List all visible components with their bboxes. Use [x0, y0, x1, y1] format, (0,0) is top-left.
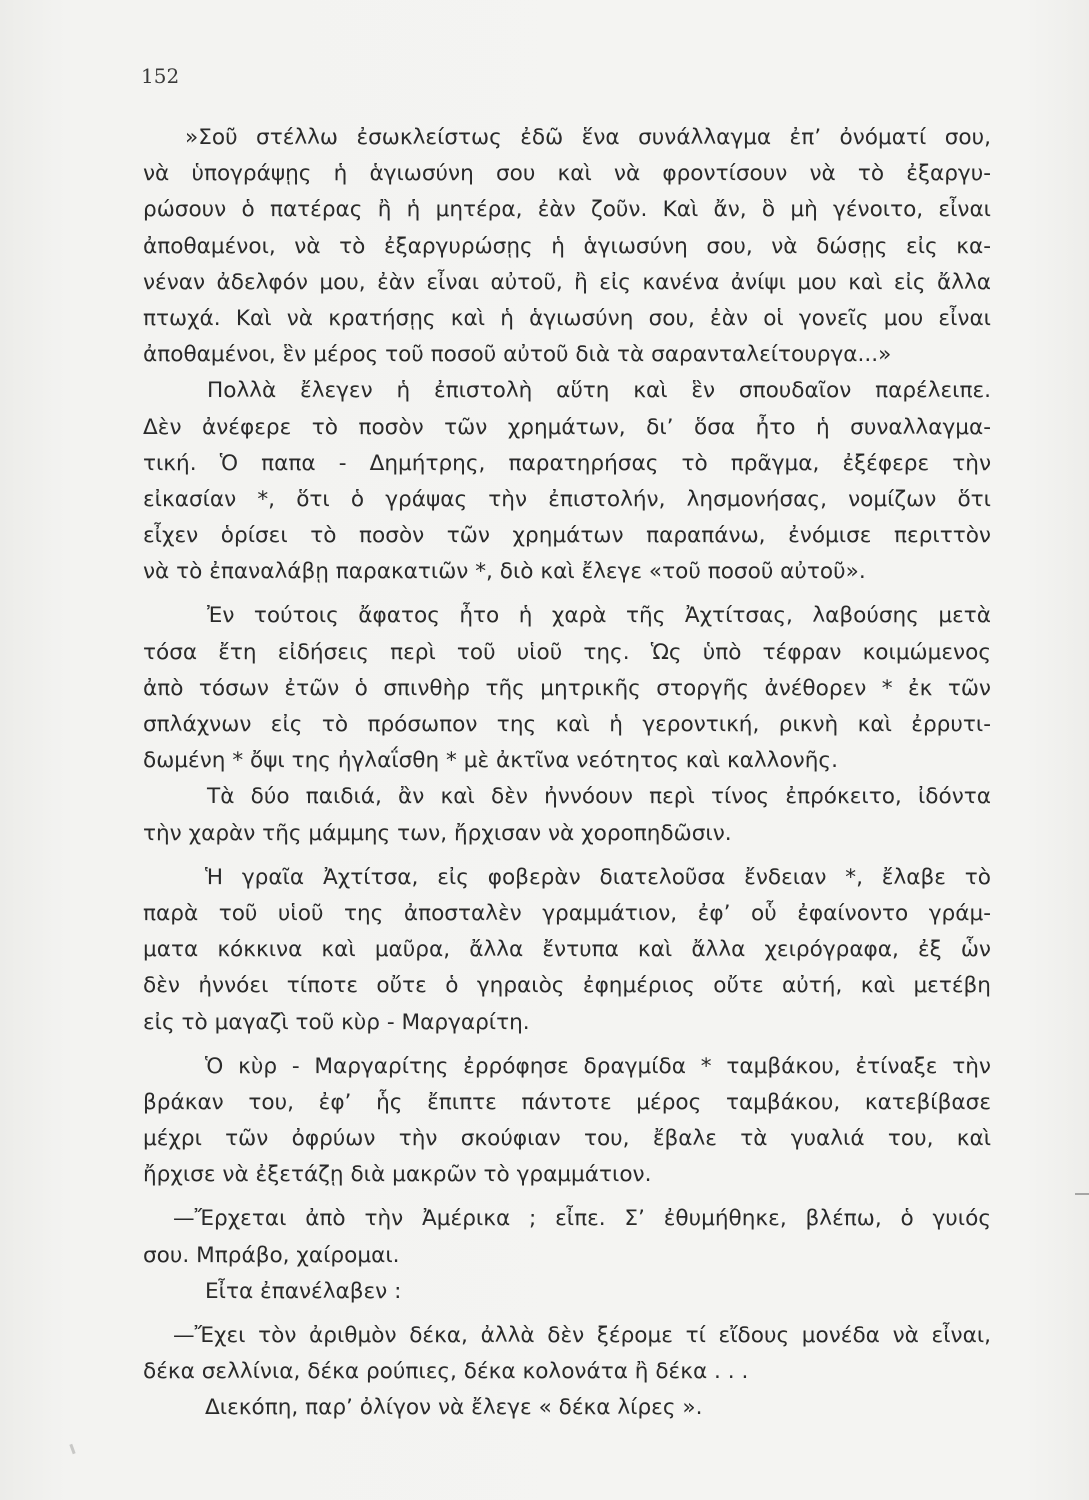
text-line: ἀποθαμένοι, νὰ τὸ ἐξαργυρώσῃς ἡ ἁγιωσύνη σου, νὰ δώσῃς εἰς κα-: [143, 233, 991, 259]
text-line: Δὲν ἀνέφερε τὸ ποσὸν τῶν χρημάτων, δι’ ὅσα ἦτο ἡ συναλλαγμα-: [143, 414, 991, 440]
page-edge-mark: [1075, 1193, 1089, 1195]
text-line: Ἐν τούτοις ἄφατος ἦτο ἡ χαρὰ τῆς Ἀχτίτσας, λαβούσης μετὰ: [207, 603, 991, 629]
paragraph: [143, 1390, 991, 1426]
text-line: Ἡ γραῖα Ἀχτίτσα, εἰς φοβερὰν διατελοῦσα ἔνδειαν *, ἔλαβε τὸ: [205, 864, 991, 890]
text-line: —Ἔρχεται ἀπὸ τὴν Ἀμέρικα ; εἶπε. Σ’ ἐθυμήθηκε, βλέπω, ὁ γυιός: [173, 1206, 991, 1232]
text-line: τική. Ὁ παπα - Δημήτρης, παρατηρήσας τὸ πρᾶγμα, ἐξέφερε τὴν: [143, 450, 991, 476]
text-line: Πολλὰ ἔλεγεν ἡ ἐπιστολὴ αὕτη καὶ ἓν σπουδαῖον παρέλειπε.: [207, 378, 991, 404]
page-number: 152: [141, 64, 180, 88]
text-line: δὲν ἠννόει τίποτε οὔτε ὁ γηραιὸς ἐφημέριος οὔτε αὐτή, καὶ μετέβη: [143, 973, 991, 999]
text-line: εἰκασίαν *, ὅτι ὁ γράψας τὴν ἐπιστολήν, λησμονήσας, νομίζων ὅτι: [143, 486, 991, 512]
text-line: δέκα σελλίνια, δέκα ρούπιες, δέκα κολονάτα ἢ δέκα . . .: [143, 1359, 749, 1385]
text-line: ρώσουν ὁ πατέρας ἢ ἡ μητέρα, ἐὰν ζοῦν. Καὶ ἄν, ὃ μὴ γένοιτο, εἶναι: [143, 197, 991, 223]
paragraph-gap: [143, 1041, 991, 1049]
text-line: ἤρχισε νὰ ἐξετάζῃ διὰ μακρῶν τὸ γραμμάτιον.: [143, 1162, 652, 1188]
paragraph: [143, 860, 991, 1041]
text-line: Διεκόπη, παρ’ ὀλίγον νὰ ἔλεγε « δέκα λίρες ».: [205, 1395, 703, 1421]
text-line: δωμένη * ὄψι της ἠγλαΐσθη * μὲ ἀκτῖνα νεότητος καὶ καλλονῆς.: [143, 748, 838, 774]
text-line: μέχρι τῶν ὀφρύων τὴν σκούφιαν του, ἔβαλε τὰ γυαλιά του, καὶ: [143, 1126, 991, 1152]
text-line: εἶχεν ὁρίσει τὸ ποσὸν τῶν χρημάτων παραπάνω, ἐνόμισε περιττὸν: [143, 523, 991, 549]
paragraph-letter-quote: [143, 120, 991, 373]
text-line: Εἶτα ἐπανέλαβεν :: [205, 1278, 402, 1304]
paragraph-dialogue: [143, 1318, 991, 1390]
text-line: »Σοῦ στέλλω ἐσωκλείστως ἐδῶ ἕνα συνάλλαγμα ἐπ’ ὀνόματί σου,: [185, 125, 991, 150]
text-line: Ὁ κὺρ - Μαργαρίτης ἐρρόφησε δραγμίδα * ταμβάκου, ἐτίναξε τὴν: [205, 1053, 991, 1079]
paragraph-gap: [143, 1193, 991, 1201]
text-line: ματα κόκκινα καὶ μαῦρα, ἄλλα ἔντυπα καὶ ἄλλα χειρόγραφα, ἐξ ὧν: [143, 937, 991, 963]
paragraph-gap: [143, 590, 991, 598]
text-line: σπλάχνων εἰς τὸ πρόσωπον της καὶ ἡ γεροντική, ρικνὴ καὶ ἐρρυτι-: [143, 712, 991, 737]
paragraph-dialogue: [143, 1201, 991, 1273]
body-text: [143, 120, 991, 1427]
text-line: νὰ ὑπογράψῃς ἡ ἁγιωσύνη σου καὶ νὰ φροντίσουν νὰ τὸ ἐξαργυ-: [143, 161, 991, 187]
text-line: πτωχά. Καὶ νὰ κρατήσῃς καὶ ἡ ἁγιωσύνη σου, ἐὰν οἱ γονεῖς μου εἶναι: [143, 305, 991, 331]
text-line: βράκαν του, ἐφ’ ἧς ἔπιπτε πάντοτε μέρος ταμβάκου, κατεβίβασε: [143, 1089, 991, 1115]
paragraph: [143, 1274, 991, 1310]
text-line: Τὰ δύο παιδιά, ἂν καὶ δὲν ἠννόουν περὶ τίνος ἐπρόκειτο, ἰδόντα: [207, 784, 991, 810]
print-speck: [69, 1444, 75, 1454]
paragraph-gap: [143, 1310, 991, 1318]
text-line: νὰ τὸ ἐπαναλάβῃ παρακατιῶν *, διὸ καὶ ἔλεγε «τοῦ ποσοῦ αὐτοῦ».: [143, 559, 866, 585]
text-line: εἰς τὸ μαγαζὶ τοῦ κὺρ - Μαργαρίτη.: [143, 1009, 530, 1035]
paragraph: [143, 373, 991, 590]
paragraph: [143, 598, 991, 779]
paragraph: [143, 779, 991, 851]
text-line: ἀποθαμένοι, ἓν μέρος τοῦ ποσοῦ αὐτοῦ διὰ τὰ σαρανταλείτουργα...»: [143, 342, 892, 368]
text-line: —Ἔχει τὸν ἀριθμὸν δέκα, ἀλλὰ δὲν ξέρομε τί εἴδους μονέδα νὰ εἶναι,: [173, 1323, 991, 1348]
text-line: τὴν χαρὰν τῆς μάμμης των, ἤρχισαν νὰ χοροπηδῶσιν.: [143, 820, 732, 846]
text-line: τόσα ἔτη εἰδήσεις περὶ τοῦ υἱοῦ της. Ὡς ὑπὸ τέφραν κοιμώμενος: [143, 639, 991, 665]
paragraph-gap: [143, 852, 991, 860]
text-line: ἀπὸ τόσων ἐτῶν ὁ σπινθὴρ τῆς μητρικῆς στοργῆς ἀνέθορεν * ἐκ τῶν: [143, 675, 991, 701]
text-line: νέναν ἀδελφόν μου, ἐὰν εἶναι αὐτοῦ, ἢ εἰς κανένα ἀνίψι μου καὶ εἰς ἄλλα: [143, 269, 991, 295]
text-line: σου. Μπράβο, χαίρομαι.: [143, 1242, 400, 1268]
paragraph: [143, 1049, 991, 1194]
text-line: παρὰ τοῦ υἱοῦ της ἀποσταλὲν γραμμάτιον, ἐφ’ οὗ ἐφαίνοντο γράμ-: [143, 900, 991, 926]
